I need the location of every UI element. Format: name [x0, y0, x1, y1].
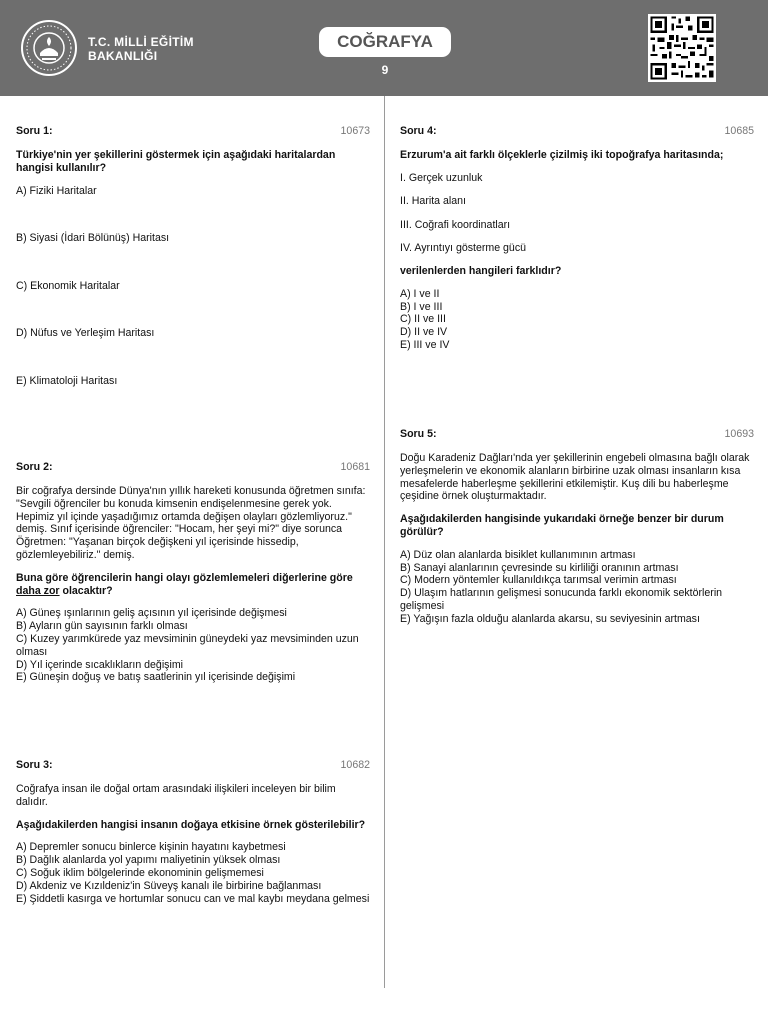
option-e[interactable]: E) III ve IV — [400, 339, 450, 352]
question-label: Soru 2: — [16, 461, 53, 473]
question-stem-part2: olacaktır? — [59, 584, 113, 597]
option-c[interactable]: C) Ekonomik Haritalar — [16, 279, 120, 292]
answer-options — [16, 607, 370, 684]
question-prompt: verilenlerden hangileri farklıdır? — [400, 265, 562, 278]
option-a[interactable]: A) Fiziki Haritalar — [16, 184, 97, 197]
question-stem: Aşağıdakilerden hangisinde yukarıdaki örneğe benzer bir durum görülür? — [400, 513, 724, 538]
question-header — [16, 125, 370, 139]
option-b[interactable]: B) Ayların gün sayısının farklı olması — [16, 620, 188, 633]
question-4 — [400, 125, 754, 352]
option-d[interactable]: D) II ve IV — [400, 326, 448, 339]
question-header — [16, 759, 370, 773]
question-code: 10681 — [340, 461, 370, 473]
statement-item: I. Gerçek uzunluk — [400, 171, 483, 184]
question-stem: Türkiye'nin yer şekillerini göstermek için aşağıdaki haritalardan hangisi kullanılır? — [16, 149, 336, 174]
subject-title: COĞRAFYA — [319, 27, 451, 57]
option-a[interactable]: A) Güneş ışınlarının geliş açısının yıl içerisinde değişmesi — [16, 607, 287, 620]
question-stem — [16, 572, 370, 598]
option-b[interactable]: B) Sanayi alanlarının çevresinde su kirliliği oranının artması — [400, 561, 679, 574]
question-2 — [16, 461, 370, 684]
question-text: Bir coğrafya dersinde Dünya'nın yıllık hareketi konusunda öğretmen sınıfa: "Sevgili öğrenciler bu konuda kimsenin endişelenmesine gerek yok. Hepimiz yıl içinde yaşadığımız ortamda değişen olayları gözlemliyoruz." demiş. Sınıf içerisinde öğrenciler: "Hocam, her şeyi mi?" diye sorunca Öğretmen: "Yaşanan birçok değişkeni yıl içerisinde hissedip, gözlemleyebiliriz." demiş. — [16, 485, 366, 561]
option-c[interactable]: C) Kuzey yarımkürede yaz mevsiminin güneydeki yaz mevsiminden uzun olması — [16, 632, 359, 658]
question-stem-part1: Buna göre öğrencilerin hangi olayı gözlemlemeleri diğerlerine göre — [16, 571, 353, 584]
option-d[interactable]: D) Nüfus ve Yerleşim Haritası — [16, 327, 155, 340]
question-label: Soru 4: — [400, 125, 437, 137]
option-c[interactable]: C) II ve III — [400, 313, 446, 326]
answer-options — [16, 185, 370, 388]
answer-options — [400, 549, 754, 626]
ministry-name-line2: BAKANLIĞI — [88, 49, 158, 63]
page-header — [0, 0, 768, 96]
ministry-logo-icon — [20, 19, 78, 77]
statement-item: III. Coğrafi koordinatları — [400, 218, 511, 231]
option-d[interactable]: D) Ulaşım hatlarının gelişmesi sonucunda farklı ekonomik sektörlerin gelişmesi — [400, 587, 723, 612]
question-text: Doğu Karadeniz Dağları'nda yer şekillerinin engebeli olmasına bağlı olarak yerleşmelerin ve ekonomik alanların birbirine uzak olması insanların kısa mesafelerde haberleşme şekillerini etkilemiştir. Kuş dili bu haberleşme çeşidine örnek oluşturmaktadır. — [400, 452, 750, 503]
question-5 — [400, 428, 754, 626]
ministry-name-line1: T.C. MİLLİ EĞİTİM — [88, 35, 194, 49]
question-3 — [16, 759, 370, 905]
question-code: 10673 — [340, 125, 370, 137]
option-a[interactable]: A) Depremler sonucu binlerce kişinin hayatını kaybetmesi — [16, 841, 286, 854]
answer-options — [16, 841, 370, 905]
question-code: 10685 — [724, 125, 754, 137]
question-text: Coğrafya insan ile doğal ortam arasındaki ilişkileri inceleyen bir bilim dalıdır. — [16, 783, 336, 808]
ministry-name — [88, 35, 194, 63]
question-stem-emphasis: daha zor — [16, 584, 60, 597]
option-e[interactable]: E) Şiddetli kasırga ve hortumlar sonucu can ve mal kaybı meydana gelmesi — [16, 892, 370, 905]
question-code: 10682 — [340, 759, 370, 771]
option-e[interactable]: E) Klimatoloji Haritası — [16, 374, 118, 387]
question-header — [400, 125, 754, 139]
column-divider — [384, 96, 385, 988]
question-stem: Aşağıdakilerden hangisi insanın doğaya etkisine örnek gösterilebilir? — [16, 818, 366, 831]
statement-item: II. Harita alanı — [400, 195, 466, 208]
statement-item: IV. Ayrıntıyı gösterme gücü — [400, 242, 527, 255]
option-a[interactable]: A) Düz olan alanlarda bisiklet kullanımının artması — [400, 548, 636, 561]
page-number: 9 — [381, 63, 389, 77]
option-c[interactable]: C) Modern yöntemler kullanıldıkça tarımsal verimin artması — [400, 574, 677, 587]
option-b[interactable]: B) Dağlık alanlarda yol yapımı maliyetinin yüksek olması — [16, 854, 281, 867]
question-stem: Erzurum'a ait farklı ölçeklerle çizilmiş iki topoğrafya haritasında; — [400, 149, 724, 161]
option-d[interactable]: D) Akdeniz ve Kızıldeniz'in Süveyş kanalı ile birbirine bağlanması — [16, 879, 322, 892]
option-e[interactable]: E) Yağışın fazla olduğu alanlarda akarsu, su seviyesinin artması — [400, 612, 700, 625]
question-label: Soru 1: — [16, 125, 53, 137]
question-label: Soru 3: — [16, 759, 53, 771]
option-b[interactable]: B) I ve III — [400, 300, 443, 313]
qr-code-icon — [648, 14, 716, 82]
question-code: 10693 — [724, 428, 754, 440]
option-a[interactable]: A) I ve II — [400, 287, 440, 300]
question-header — [16, 461, 370, 475]
question-label: Soru 5: — [400, 428, 437, 440]
question-1 — [16, 125, 370, 387]
statement-list — [400, 172, 754, 255]
option-d[interactable]: D) Yıl içerinde sıcaklıkların değişimi — [16, 658, 184, 671]
option-b[interactable]: B) Siyasi (İdari Bölünüş) Haritası — [16, 232, 170, 245]
option-e[interactable]: E) Güneşin doğuş ve batış saatlerinin yıl içerisinde değişimi — [16, 671, 296, 684]
question-header — [400, 428, 754, 442]
option-c[interactable]: C) Soğuk iklim bölgelerinde ekonominin gelişmemesi — [16, 866, 264, 879]
answer-options — [400, 288, 754, 352]
